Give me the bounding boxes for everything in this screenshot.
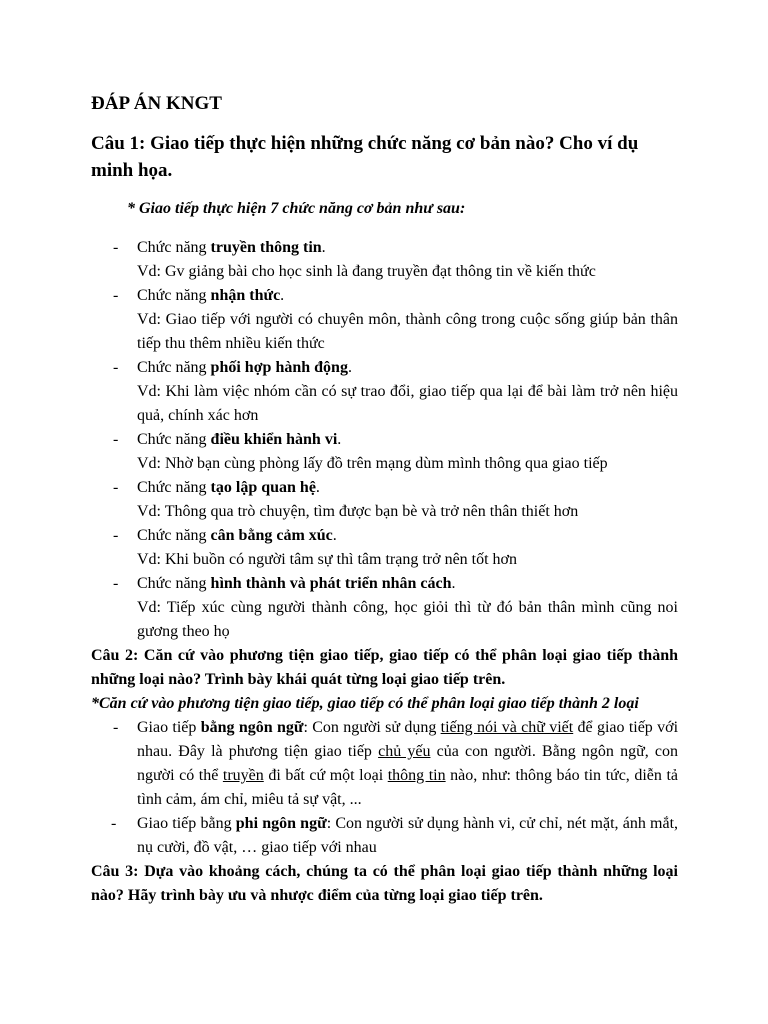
underlined-text: tiếng nói và chữ viết [440,719,574,736]
list-dash: - [113,479,119,496]
list-dash: - [113,527,119,544]
function-example: Vd: Nhờ bạn cùng phòng lấy đồ trên mạng dùm mình thông qua giao tiếp [137,455,608,472]
function-prefix: Chức năng [137,239,211,256]
function-example: Vd: Khi làm việc nhóm cần có sự trao đổi, giao tiếp qua lại để bài làm trở nên hiệu quả, chính xác hơn [137,383,678,424]
list-item: - Chức năng nhận thức. Vd: Giao tiếp với người có chuyên môn, thành công trong cuộc sống giúp bản thân tiếp thu thêm nhiều kiến thức [91,284,678,356]
question-1: Câu 1: Giao tiếp thực hiện những chức năng cơ bản nào? Cho ví dụ minh họa. [91,133,639,181]
function-prefix: Chức năng [137,479,211,496]
list-item: - Chức năng hình thành và phát triển nhân cách. Vd: Tiếp xúc cùng người thành công, học giỏi thì từ đó bản thân mình cũng noi gương theo họ [91,572,678,644]
underlined-text: truyền [222,767,264,784]
function-name: điều khiển hành vi [210,431,338,448]
function-list [91,236,678,644]
question-1-intro: * Giao tiếp thực hiện 7 chức năng cơ bản như sau: [127,200,466,217]
document-title: ĐÁP ÁN KNGT [91,93,222,114]
list-item: - Giao tiếp bằng phi ngôn ngữ: Con người sử dụng hành vi, cử chỉ, nét mặt, ánh mắt, nụ cười, đồ vật, … giao tiếp với nhau [91,812,678,860]
list-dash: - [113,719,119,736]
list-item: - Chức năng tạo lập quan hệ. Vd: Thông qua trò chuyện, tìm được bạn bè và trở nên thân thiết hơn [91,476,678,524]
type-name: bằng ngôn ngữ [200,719,304,736]
list-item: - Giao tiếp bằng ngôn ngữ: Con người sử dụng tiếng nói và chữ viết để giao tiếp với nhau. Đây là phương tiện giao tiếp chủ yếu của con người. Bằng ngôn ngữ, con người có thể truyền đi bất cứ một loại thông tin nào, như: thông báo tin tức, diễn tả tình cảm, ám chỉ, miêu tả sự vật, ... [91,716,678,812]
function-name: truyền thông tin [210,239,322,256]
list-item: - Chức năng điều khiển hành vi. Vd: Nhờ bạn cùng phòng lấy đồ trên mạng dùm mình thông qua giao tiếp [91,428,678,476]
communication-type-list [91,716,678,860]
question-2: Câu 2: Căn cứ vào phương tiện giao tiếp, giao tiếp có thể phân loại giao tiếp thành những loại nào? Trình bày khái quát từng loại giao tiếp trên. [91,647,678,688]
function-name: phối hợp hành động [210,359,348,376]
list-dash: - [113,431,119,448]
list-dash: - [111,815,117,832]
function-name: nhận thức [210,287,281,304]
list-item: - Chức năng truyền thông tin. Vd: Gv giảng bài cho học sinh là đang truyền đạt thông tin về kiến thức [91,236,678,284]
question-2-intro: *Căn cứ vào phương tiện giao tiếp, giao tiếp có thể phân loại giao tiếp thành 2 loại [91,695,639,712]
question-3: Câu 3: Dựa vào khoảng cách, chúng ta có thể phân loại giao tiếp thành những loại nào? Hãy trình bày ưu và nhược điểm của từng loại giao tiếp trên. [91,863,678,904]
list-item: - Chức năng phối hợp hành động. Vd: Khi làm việc nhóm cần có sự trao đổi, giao tiếp qua lại để bài làm trở nên hiệu quả, chính xác hơn [91,356,678,428]
underlined-text: thông tin [387,767,446,784]
function-prefix: Chức năng [137,527,211,544]
list-dash: - [113,359,119,376]
function-example: Vd: Gv giảng bài cho học sinh là đang truyền đạt thông tin về kiến thức [137,263,596,280]
function-example: Vd: Thông qua trò chuyện, tìm được bạn bè và trở nên thân thiết hơn [137,503,579,520]
function-name: tạo lập quan hệ [210,479,316,496]
function-prefix: Chức năng [137,431,211,448]
list-dash: - [113,287,119,304]
function-example: Vd: Giao tiếp với người có chuyên môn, thành công trong cuộc sống giúp bản thân tiếp thu thêm nhiều kiến thức [137,311,678,352]
list-item: - Chức năng cân bằng cảm xúc. Vd: Khi buồn có người tâm sự thì tâm trạng trở nên tốt hơn [91,524,678,572]
function-name: hình thành và phát triển nhân cách [210,575,452,592]
function-prefix: Chức năng [137,359,211,376]
function-prefix: Chức năng [137,575,211,592]
function-name: cân bằng cảm xúc [210,527,333,544]
function-prefix: Chức năng [137,287,211,304]
underlined-text: chủ yếu [378,743,431,760]
list-dash: - [113,575,119,592]
function-example: Vd: Tiếp xúc cùng người thành công, học giỏi thì từ đó bản thân mình cũng noi gương theo họ [137,599,678,640]
list-dash: - [113,239,119,256]
function-example: Vd: Khi buồn có người tâm sự thì tâm trạng trở nên tốt hơn [137,551,518,568]
type-name: phi ngôn ngữ [235,815,327,832]
